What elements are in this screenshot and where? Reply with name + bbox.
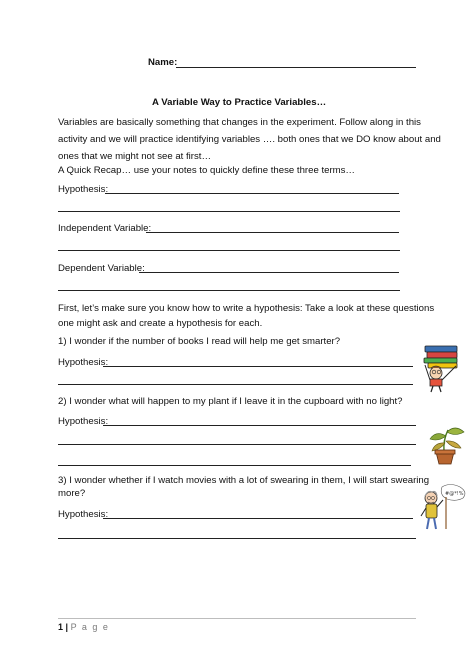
question-1-answer-line[interactable] [103,366,413,367]
footer-divider [58,618,416,619]
intro-line: ones that we might not see at first… [58,151,212,162]
recap-independent-variable-line-2[interactable] [58,250,400,251]
cursing-old-man-icon [416,483,472,533]
instructions-line: one might ask and create a hypothesis for each. [58,318,263,329]
recap-term-hypothesis-label: Hypothesis: [58,184,109,195]
page-number: 1 [58,622,64,632]
question-3-text: 3) I wonder whether if I watch movies with a lot of swearing in them, I will start swearing [58,475,430,486]
question-2-text: 2) I wonder what will happen to my plant if I leave it in the cupboard with no light? [58,396,403,407]
recap-prompt: A Quick Recap… use your notes to quickly define these three terms… [58,165,356,176]
recap-dependent-variable-line[interactable] [139,272,399,273]
svg-text:#@*!%: #@*!% [445,491,464,497]
page-separator: | [65,622,69,632]
question-3-hypothesis-label: Hypothesis: [58,509,109,520]
intro-line: Variables are basically something that changes in the experiment. Follow along in this [58,117,421,128]
question-3-text-line-2: more? [58,488,86,499]
question-1-text: 1) I wonder if the number of books I read will help me get smarter? [58,336,341,347]
page-word: P a g e [70,622,110,632]
wilted-plant-icon [424,420,470,465]
student-carrying-books-icon [416,343,468,393]
recap-term-dependent-variable-label: Dependent Variable: [58,263,145,274]
question-2-answer-line-3[interactable] [58,465,411,466]
recap-term-independent-variable-label: Independent Variable: [58,223,152,234]
name-answer-line[interactable] [176,67,416,68]
instructions-line: First, let’s make sure you know how to write a hypothesis: Take a look at these questions [58,303,435,314]
question-1-hypothesis-label: Hypothesis: [58,357,109,368]
recap-independent-variable-line[interactable] [146,232,399,233]
question-3-answer-line[interactable] [103,518,413,519]
question-2-answer-line-2[interactable] [58,444,416,445]
recap-hypothesis-line[interactable] [105,193,399,194]
question-3-answer-line-2[interactable] [58,538,416,539]
intro-line: activity and we will practice identifying variables …. both ones that we DO know about and [58,134,441,145]
page-footer [58,621,109,633]
question-1-answer-line-2[interactable] [58,384,413,385]
worksheet-title: A Variable Way to Practice Variables… [152,97,327,108]
question-2-hypothesis-label: Hypothesis: [58,416,109,427]
name-label: Name: [148,57,178,68]
recap-dependent-variable-line-2[interactable] [58,290,400,291]
recap-hypothesis-line-2[interactable] [58,211,400,212]
question-2-answer-line[interactable] [103,425,416,426]
